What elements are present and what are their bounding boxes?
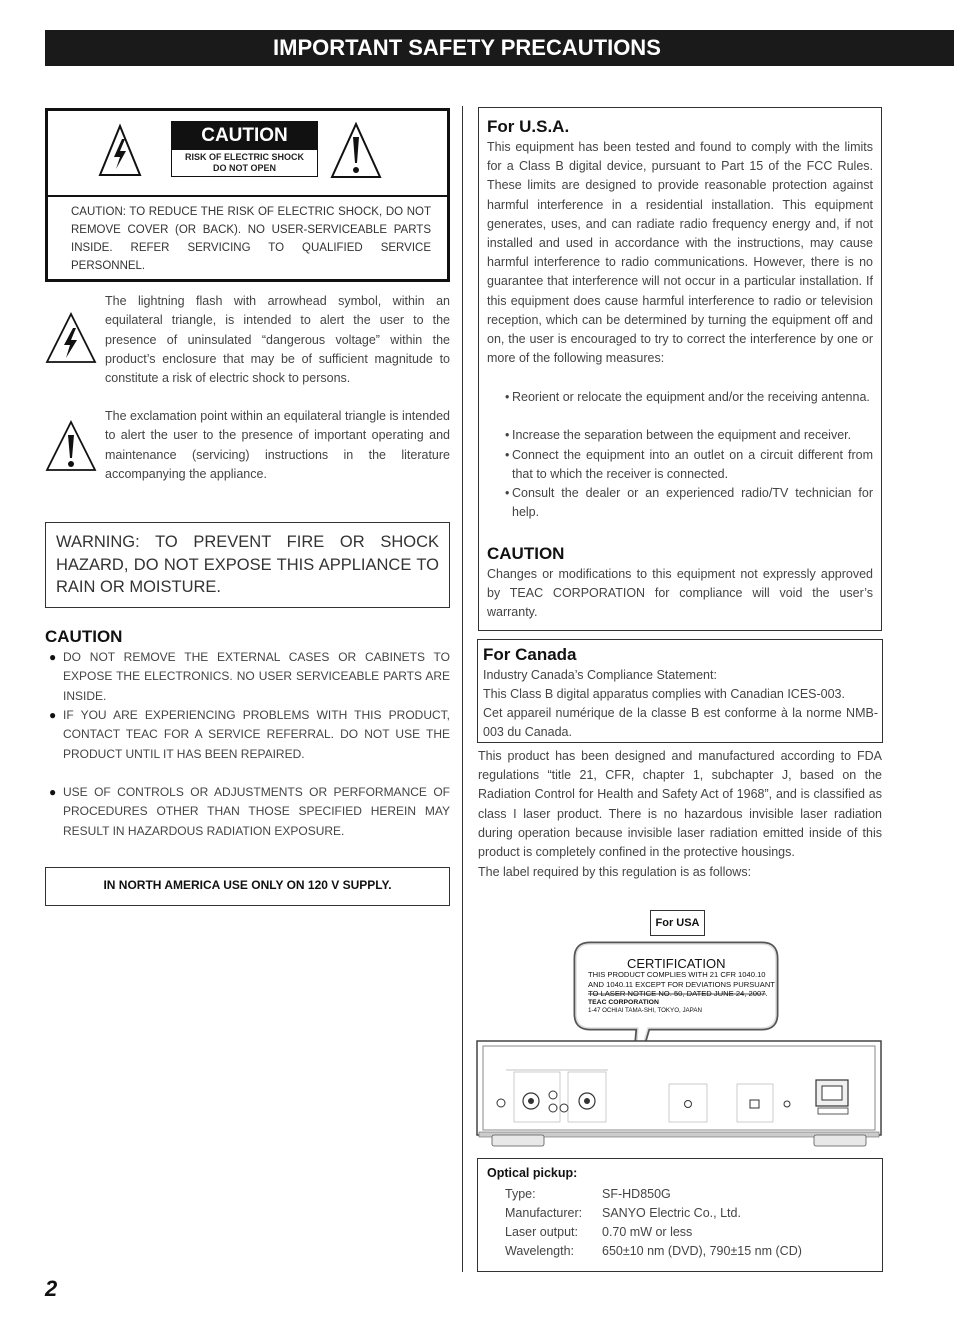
canada-box [477, 639, 883, 743]
canada-line-3: Cet appareil numérique de la classe B est conforme à la norme NMB-003 du Canada. [483, 706, 878, 740]
measure-bullet: • [505, 486, 510, 500]
caution-heading: CAUTION [45, 627, 123, 646]
fda-text-rest: laser product. There is no hazardous invisible laser radiation during operation because invisible laser radiation emitted inside of this product is completely confined in the protective housings. [478, 806, 882, 860]
canada-line-2: This Class B digital apparatus complies with Canadian ICES-003. [483, 687, 845, 701]
usa-box [478, 107, 882, 631]
optical-row-value: 650±10 nm (DVD), 790±15 nm (CD) [602, 1244, 802, 1258]
page-title: IMPORTANT SAFETY PRECAUTIONS [45, 30, 954, 66]
exclamation-symbol-text: The exclamation point within an equilateral triangle is intended to alert the user to the presence of important operating and maintenance (servicing) instructions in the literature accompanying the appliance. [105, 409, 450, 481]
optical-row-label: Type: [505, 1187, 536, 1201]
warning-box: WARNING: TO PREVENT FIRE OR SHOCK HAZARD, DO NOT EXPOSE THIS APPLIANCE TO RAIN OR MOISTURE. [45, 522, 450, 608]
fda-label-line: The label required by this regulation is as follows: [478, 865, 752, 879]
optical-pickup-box [477, 1158, 883, 1272]
optical-row-label: Wavelength: [505, 1244, 575, 1258]
certification-title: CERTIFICATION [627, 956, 726, 971]
caution-label [171, 121, 318, 177]
canada-line-1: Industry Canada’s Compliance Statement: [483, 668, 717, 682]
bullet-icon: ● [49, 708, 57, 722]
optical-row-label: Manufacturer: [505, 1206, 583, 1220]
usa-measure: Increase the separation between the equipment and receiver. [512, 428, 852, 442]
optical-row-label: Laser output: [505, 1225, 578, 1239]
measure-bullet: • [505, 448, 510, 462]
fda-class-mark: I [513, 806, 517, 821]
column-divider [462, 106, 463, 1272]
usa-heading: For U.S.A. [487, 117, 570, 136]
caution-label-title: CAUTION [172, 122, 317, 150]
usa-measure: Reorient or relocate the equipment and/or the receiving antenna. [512, 390, 870, 404]
optical-row-value: SF-HD850G [602, 1187, 671, 1201]
caution-item: IF YOU ARE EXPERIENCING PROBLEMS WITH THIS PRODUCT, CONTACT TEAC FOR A SERVICE REFERRAL. DO NOT USE THE PRODUCT UNTIL IT HAS BEEN REPAIRED. [63, 708, 450, 761]
rear-panel-illustration [476, 1040, 882, 1152]
measure-bullet: • [505, 390, 510, 404]
lightning-symbol-icon [45, 312, 97, 364]
lightning-symbol-text: The lightning flash with arrowhead symbol, within an equilateral triangle, is intended to alert the user to the presence of uninsulated “dangerous voltage” within the product’s enclosure that may be of sufficient magnitude to constitute a risk of electric shock to persons. [105, 294, 450, 386]
caution-box-text: CAUTION: TO REDUCE THE RISK OF ELECTRIC SHOCK, DO NOT REMOVE COVER (OR BACK). NO USER-SERVICEABLE PARTS INSIDE. REFER SERVICING TO QUALIFIED SERVICE PERSONNEL. [71, 206, 431, 272]
usa-caution-heading: CAUTION [487, 544, 565, 563]
optical-heading: Optical pickup: [487, 1166, 578, 1180]
caution-box [45, 108, 450, 282]
canada-heading: For Canada [483, 645, 577, 664]
page-number: 2 [45, 1276, 58, 1301]
caution-label-line-2: DO NOT OPEN [212, 163, 276, 173]
certification-company: TEAC CORPORATION [588, 999, 659, 1006]
measure-bullet: • [505, 428, 510, 442]
caution-item: DO NOT REMOVE THE EXTERNAL CASES OR CABINETS TO EXPOSE THE ELECTRONICS. NO USER SERVICEABLE PARTS ARE INSIDE. [63, 650, 450, 703]
certification-line-2: AND 1040.11 EXCEPT FOR DEVIATIONS PURSUANT [588, 979, 775, 989]
usa-caution-text: Changes or modifications to this equipment not expressly approved by TEAC CORPORATION for compliance will void the user’s warranty. [487, 567, 873, 620]
bullet-icon: ● [49, 650, 57, 664]
fda-text [478, 747, 882, 862]
caution-label-line-1: RISK OF ELECTRIC SHOCK [184, 152, 304, 162]
usa-measure: Connect the equipment into an outlet on a circuit different from that to which the receiver is connected. [512, 448, 873, 482]
optical-row-value: SANYO Electric Co., Ltd. [602, 1206, 741, 1220]
certification-line-1: THIS PRODUCT COMPLIES WITH 21 CFR 1040.10 [588, 970, 766, 979]
exclamation-triangle-icon [330, 121, 382, 179]
exclamation-symbol-icon [45, 420, 97, 472]
bullet-icon: ● [49, 785, 57, 799]
certification-line-3: TO LASER NOTICE NO. 50, DATED JUNE 24, 2007. [588, 989, 768, 999]
north-america-notice: IN NORTH AMERICA USE ONLY ON 120 V SUPPLY. [45, 867, 450, 906]
usa-measure: Consult the dealer or an experienced radio/TV technician for help. [512, 486, 873, 520]
certification-address: 1-47 OCHIAI TAMA-SHI, TOKYO, JAPAN [588, 1007, 702, 1014]
caution-item: USE OF CONTROLS OR ADJUSTMENTS OR PERFORMANCE OF PROCEDURES OTHER THAN THOSE SPECIFIED HEREIN MAY RESULT IN HAZARDOUS RADIATION EXPOSURE. [63, 785, 450, 838]
optical-row-value: 0.70 mW or less [602, 1225, 693, 1239]
for-usa-tag: For USA [650, 910, 705, 936]
fda-text-main: This product has been designed and manufactured according to FDA regulations “title 21, CFR, chapter 1, subchapter J, based on the Radiation Control for Health and Safety Act of 1968”, and is classified as class [478, 749, 882, 821]
caution-box-divider [48, 195, 447, 197]
lightning-triangle-icon [98, 123, 142, 177]
usa-body: This equipment has been tested and found to comply with the limits for a Class B digital device, pursuant to Part 15 of the FCC Rules. These limits are designed to provide reasonable protection against harmful interference in a residential installation. This equipment generates, uses, and can radiate radio frequency energy and, if not installed and used in accordance with the instructions, may cause harmful interference to radio communications. However, there is no guarantee that interference will not occur in a particular installation. If this equipment does cause harmful interference to radio or television reception, which can be determined by turning the equipment off and on, the user is encouraged to try to correct the interference by one or more of the following measures: [487, 140, 873, 366]
